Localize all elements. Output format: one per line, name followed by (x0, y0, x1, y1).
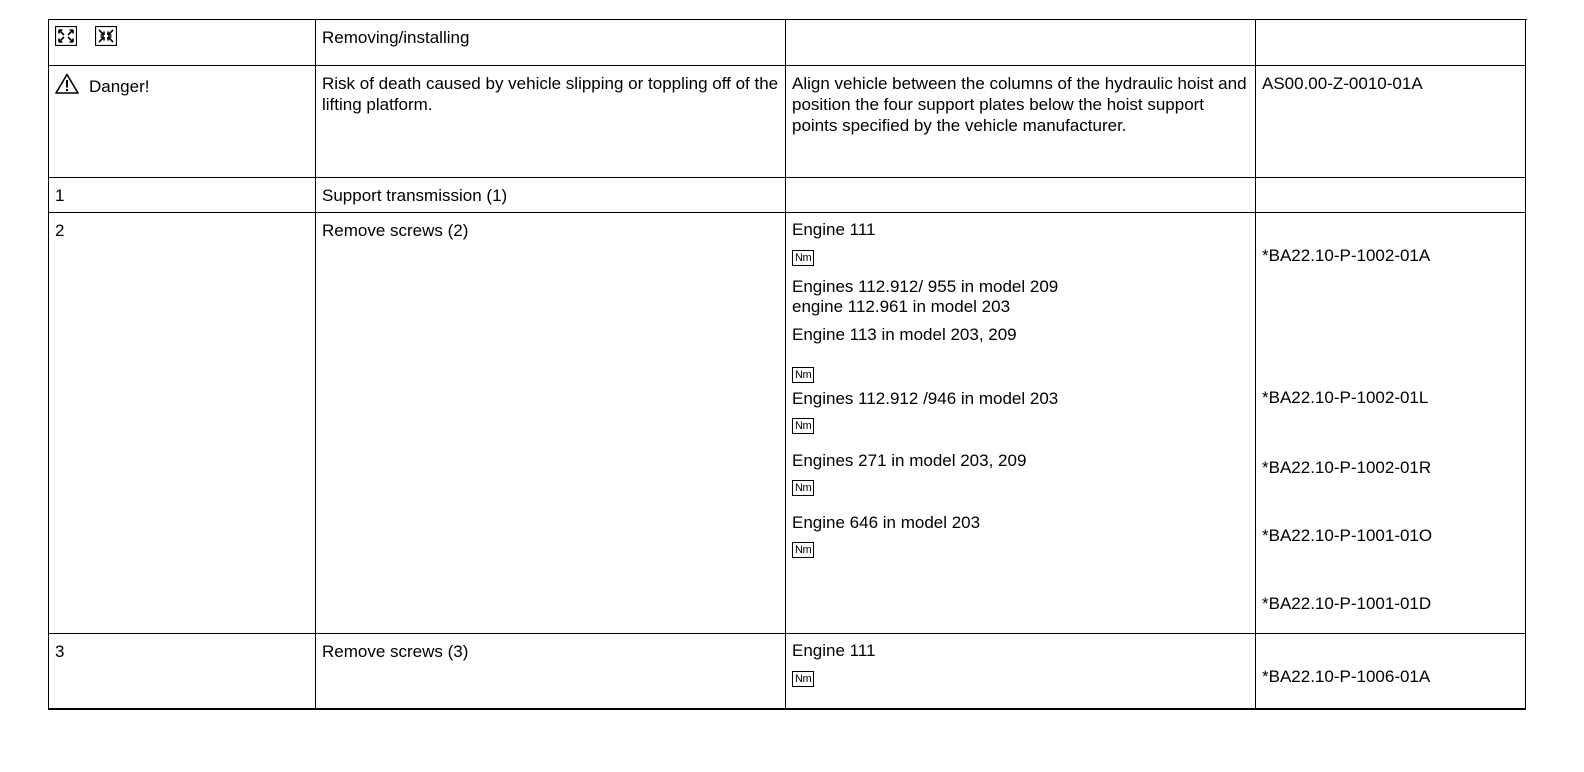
step-number: 2 (49, 213, 316, 634)
header-title: Removing/installing (316, 20, 786, 66)
torque-nm-icon[interactable]: Nm (792, 367, 814, 383)
step-action: Support transmission (1) (316, 178, 786, 213)
table-row-danger (49, 66, 1527, 178)
ref-link[interactable]: *BA22.10-P-1002-01R (1262, 458, 1432, 477)
procedure-table (48, 19, 1527, 710)
step-number: 1 (49, 178, 316, 213)
engine-spec: Engines 112.912 /946 in model 203 (792, 389, 1059, 408)
torque-nm-icon[interactable]: Nm (792, 250, 814, 266)
collapse-icon[interactable] (95, 26, 117, 46)
engine-spec: Engine 113 in model 203, 209 (792, 325, 1017, 344)
engine-spec: Engines 271 in model 203, 209 (792, 451, 1027, 470)
engine-spec: Engine 646 in model 203 (792, 513, 981, 532)
ref-link[interactable]: *BA22.10-P-1002-01A (1262, 246, 1431, 265)
ref-link[interactable]: *BA22.10-P-1006-01A (1262, 667, 1431, 686)
torque-nm-icon[interactable]: Nm (792, 671, 814, 687)
table-row (49, 634, 1527, 710)
danger-instruction-text: Align vehicle between the columns of the hydraulic hoist and position the four support plates below the hoist support points specified by the vehicle manufacturer. (786, 66, 1256, 178)
table-row (49, 178, 1527, 213)
table-row-header (49, 20, 1527, 66)
expand-icon[interactable] (55, 26, 77, 46)
engine-spec: Engines 112.912/ 955 in model 209 (792, 277, 1059, 296)
ref-link[interactable]: *BA22.10-P-1002-01L (1262, 388, 1429, 407)
step-action: Remove screws (3) (316, 634, 786, 710)
danger-label: Danger! (89, 76, 150, 96)
table-row (49, 213, 1527, 634)
torque-nm-icon[interactable]: Nm (792, 480, 814, 496)
danger-risk-text: Risk of death caused by vehicle slipping or toppling off of the lifting platform. (316, 66, 786, 178)
step-number: 3 (49, 634, 316, 710)
warning-triangle-icon (55, 73, 79, 99)
engine-spec: Engine 111 (792, 220, 876, 239)
header-icons-cell (49, 20, 316, 66)
engine-spec: Engine 111 (792, 641, 876, 660)
ref-link[interactable]: *BA22.10-P-1001-01O (1262, 526, 1433, 545)
step-action: Remove screws (2) (316, 213, 786, 634)
engine-spec: engine 112.961 in model 203 (792, 297, 1011, 316)
danger-ref-link[interactable]: AS00.00-Z-0010-01A (1256, 66, 1526, 178)
torque-nm-icon[interactable]: Nm (792, 542, 814, 558)
torque-nm-icon[interactable]: Nm (792, 418, 814, 434)
ref-link[interactable]: *BA22.10-P-1001-01D (1262, 594, 1432, 613)
